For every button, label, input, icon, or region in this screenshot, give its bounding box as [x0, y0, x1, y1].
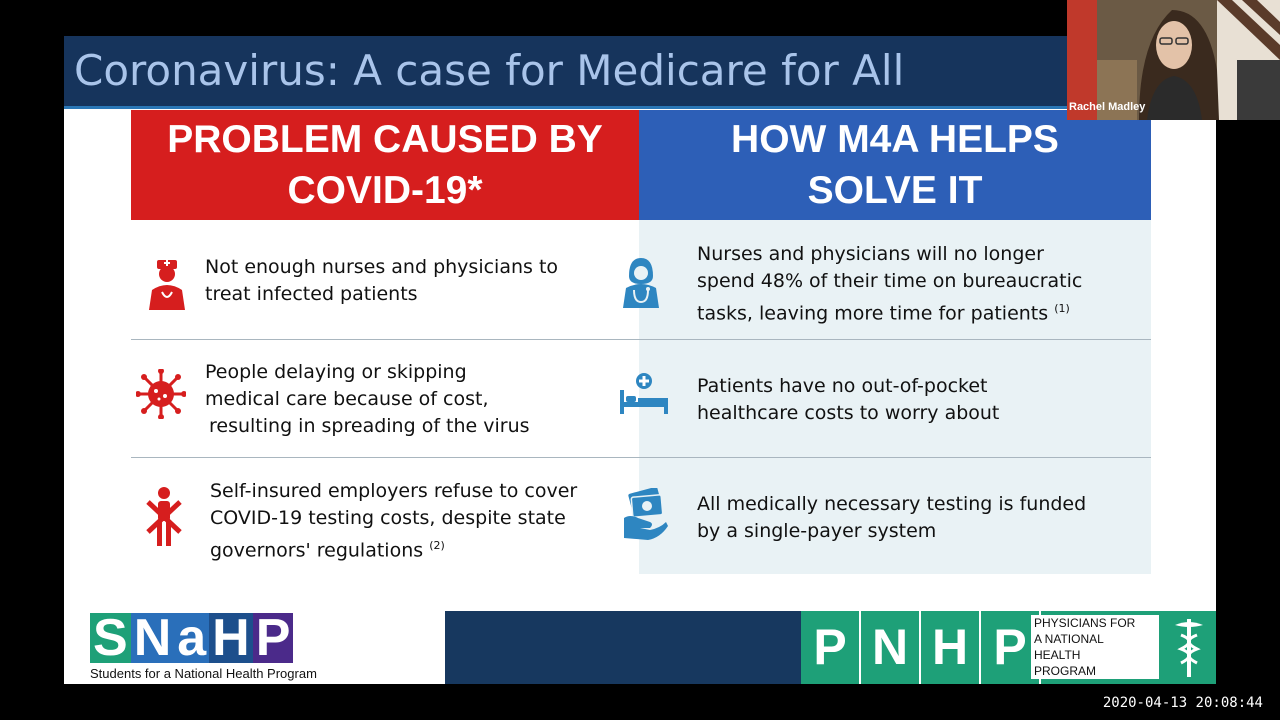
solution-header-text: HOW M4A HELPS SOLVE IT	[731, 118, 1059, 212]
participant-name-label: Rachel Madley	[1069, 101, 1146, 113]
money-hand-icon	[620, 488, 670, 542]
reference-2: (2)	[429, 539, 445, 552]
solution-column-header	[639, 110, 1151, 220]
problem-row-3-text: Self-insured employers refuse to cover COVID-19 testing costs, despite state governors' regulations $^{(2)}$	[210, 480, 578, 562]
snahp-wordmark: S N a H P	[90, 613, 293, 663]
reference-1: (1)	[1054, 302, 1070, 315]
pnhp-wordmark: P N H P	[801, 611, 1041, 684]
solution-row-3-text: All medically necessary testing is funded by a single-payer system	[697, 493, 1087, 542]
problem-row-2-text: People delaying or skipping medical care because of cost, resulting in spreading of the virus	[205, 361, 530, 437]
webcam-video-tile[interactable]	[1067, 0, 1280, 120]
row-divider	[131, 339, 1151, 340]
solution-row-2-text: Patients have no out-of-pocket healthcare costs to worry about	[697, 375, 1000, 424]
row-divider	[131, 457, 1151, 458]
pnhp-logo	[801, 611, 1216, 684]
nurse-icon	[144, 258, 190, 312]
pnhp-full-name: PHYSICIANS FOR A NATIONAL HEALTH PROGRAM	[1031, 615, 1159, 679]
slide-footer	[64, 611, 1216, 684]
problem-column-header	[131, 110, 639, 220]
slide-title: Coronavirus: A case for Medicare for All	[74, 46, 905, 95]
problem-row-1-text: Not enough nurses and physicians to treat infected patients	[205, 256, 559, 305]
person-x-icon	[144, 486, 184, 548]
solution-row-1-text: Nurses and physicians will no longer spend 48% of their time on bureaucratic tasks, leaving more time for patients $^{(1)}$	[697, 243, 1083, 325]
caduceus-icon	[1167, 615, 1211, 679]
snahp-logo	[64, 611, 445, 684]
hospital-bed-icon	[618, 372, 670, 416]
recording-timestamp: 2020-04-13 20:08:44	[1102, 695, 1263, 711]
presentation-slide	[64, 36, 1216, 684]
title-accent-line	[64, 106, 1216, 109]
snahp-subtitle: Students for a National Health Program	[90, 666, 317, 681]
slide-title-bar	[64, 36, 1216, 106]
physician-icon	[618, 256, 664, 310]
problem-header-text: PROBLEM CAUSED BY COVID-19*	[167, 118, 603, 212]
virus-icon	[136, 369, 186, 419]
